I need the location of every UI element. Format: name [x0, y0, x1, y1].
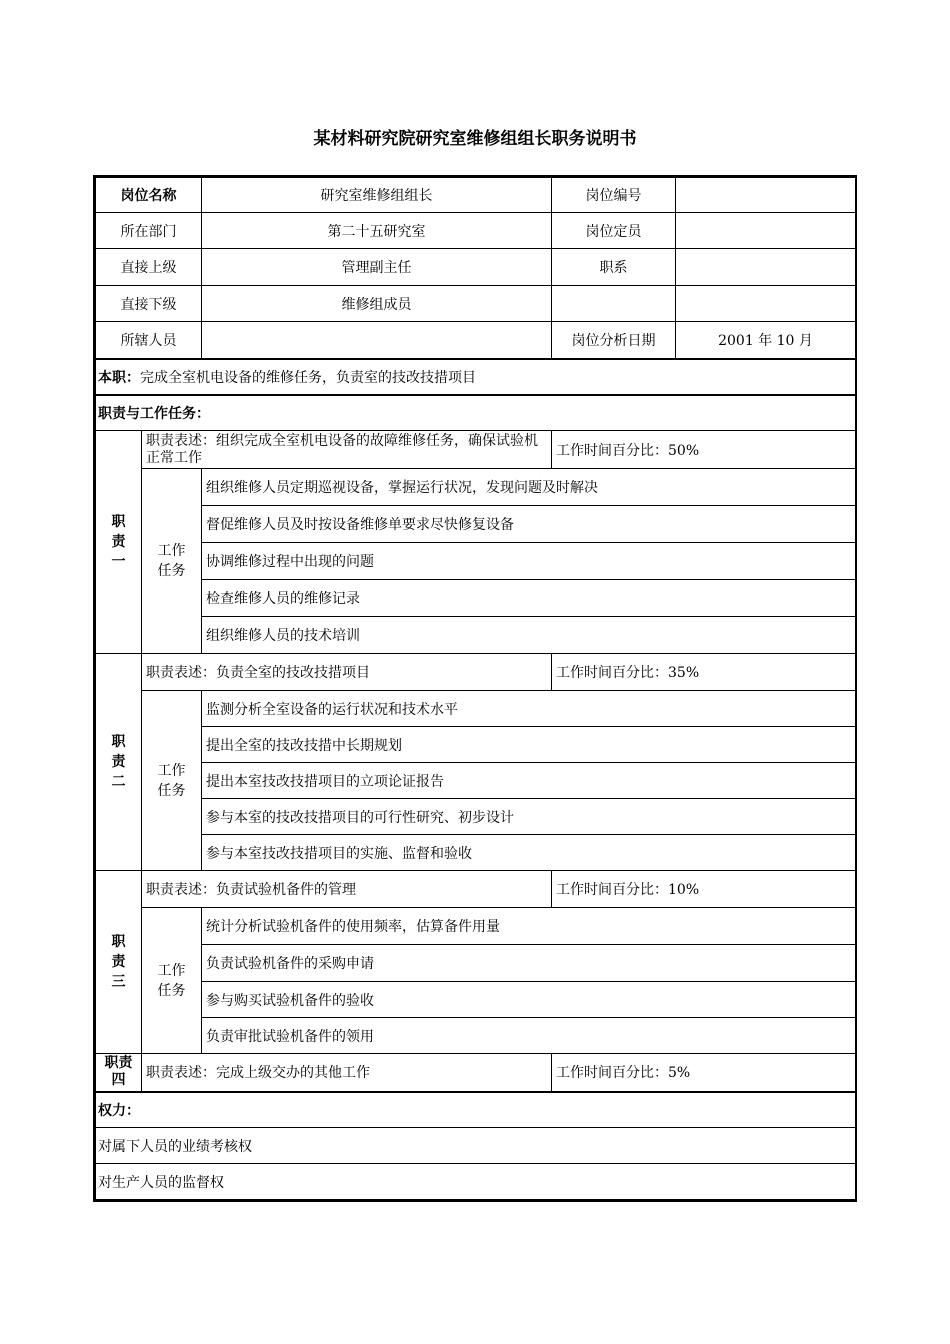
page-title: 某材料研究院研究室维修组组长职务说明书 [313, 129, 637, 149]
duty-1-label: 职 责 一 [96, 431, 142, 654]
position-name-label: 岗位名称 [96, 178, 202, 213]
department-label: 所在部门 [96, 213, 202, 249]
benzhi-row [96, 359, 856, 395]
task-item: 参与本室的技改技措项目的可行性研究、初步设计 [202, 799, 856, 835]
task-label: 工作 任务 [142, 691, 202, 871]
task-row [96, 799, 856, 835]
duty-desc-row [96, 431, 856, 469]
power-item: 对生产人员的监督权 [96, 1164, 856, 1200]
job-series-value [676, 249, 856, 286]
task-row [96, 982, 856, 1018]
task-label: 工作 任务 [142, 469, 202, 654]
analysis-date-label: 岗位分析日期 [552, 322, 676, 359]
task-row [96, 945, 856, 982]
staff-value [202, 322, 552, 359]
duties-heading-row [96, 395, 856, 431]
duty-4-desc: 职责表述：完成上级交办的其他工作 [142, 1054, 552, 1092]
info-row [96, 178, 856, 213]
subordinate-value: 维修组成员 [202, 286, 552, 322]
empty-label [552, 286, 676, 322]
task-row [96, 727, 856, 763]
task-item: 组织维修人员定期巡视设备，掌握运行状况，发现问题及时解决 [202, 469, 856, 506]
task-item: 负责审批试验机备件的领用 [202, 1018, 856, 1054]
task-label: 工作 任务 [142, 908, 202, 1054]
task-item: 负责试验机备件的采购申请 [202, 945, 856, 982]
job-series-label: 职系 [552, 249, 676, 286]
department-value: 第二十五研究室 [202, 213, 552, 249]
task-row [96, 763, 856, 799]
headcount-value [676, 213, 856, 249]
benzhi-text: 完成全室机电设备的维修任务，负责室的技改技措项目 [140, 369, 476, 386]
duty-desc-row [96, 654, 856, 691]
info-row [96, 249, 856, 286]
task-row [96, 1018, 856, 1054]
task-item: 提出本室技改技措项目的立项论证报告 [202, 763, 856, 799]
task-row [96, 580, 856, 617]
duty-3-pct: 工作时间百分比：10% [552, 871, 856, 908]
task-item: 协调维修过程中出现的问题 [202, 543, 856, 580]
subordinate-label: 直接下级 [96, 286, 202, 322]
duty-1-desc: 职责表述：组织完成全室机电设备的故障维修任务，确保试验机正常工作 [142, 431, 552, 469]
task-item: 监测分析全室设备的运行状况和技术水平 [202, 691, 856, 727]
superior-value: 管理副主任 [202, 249, 552, 286]
task-item: 统计分析试验机备件的使用频率，估算备件用量 [202, 908, 856, 945]
duty-2-label: 职 责 二 [96, 654, 142, 871]
task-item: 督促维修人员及时按设备维修单要求尽快修复设备 [202, 506, 856, 543]
task-item: 检查维修人员的维修记录 [202, 580, 856, 617]
staff-label: 所辖人员 [96, 322, 202, 359]
task-item: 提出全室的技改技措中长期规划 [202, 727, 856, 763]
position-code-value [676, 178, 856, 213]
info-row [96, 286, 856, 322]
task-row [96, 835, 856, 871]
headcount-label: 岗位定员 [552, 213, 676, 249]
task-row [96, 469, 856, 506]
task-row [96, 691, 856, 727]
duty-1-pct: 工作时间百分比：50% [552, 431, 856, 469]
power-row [96, 1128, 856, 1164]
task-row [96, 617, 856, 654]
duties-heading: 职责与工作任务： [96, 395, 856, 431]
superior-label: 直接上级 [96, 249, 202, 286]
power-item: 对属下人员的业绩考核权 [96, 1128, 856, 1164]
info-row [96, 322, 856, 359]
duty-4-pct: 工作时间百分比：5% [552, 1054, 856, 1092]
job-description-table [93, 175, 857, 1202]
duty-desc-row [96, 1054, 856, 1092]
task-row [96, 506, 856, 543]
power-heading-row [96, 1092, 856, 1128]
duty-3-label: 职 责 三 [96, 871, 142, 1054]
power-row [96, 1164, 856, 1200]
analysis-date-value: 2001 年 10 月 [676, 322, 856, 359]
duty-2-desc: 职责表述：负责全室的技改技措项目 [142, 654, 552, 691]
duty-3-desc: 职责表述：负责试验机备件的管理 [142, 871, 552, 908]
power-heading: 权力： [96, 1092, 856, 1128]
empty-value [676, 286, 856, 322]
task-row [96, 908, 856, 945]
task-item: 组织维修人员的技术培训 [202, 617, 856, 654]
position-code-label: 岗位编号 [552, 178, 676, 213]
position-name-value: 研究室维修组组长 [202, 178, 552, 213]
duty-2-pct: 工作时间百分比：35% [552, 654, 856, 691]
duty-4-label: 职责 四 [96, 1054, 142, 1092]
benzhi-label: 本职： [98, 369, 140, 386]
duty-desc-row [96, 871, 856, 908]
task-row [96, 543, 856, 580]
info-row [96, 213, 856, 249]
task-item: 参与购买试验机备件的验收 [202, 982, 856, 1018]
task-item: 参与本室技改技措项目的实施、监督和验收 [202, 835, 856, 871]
